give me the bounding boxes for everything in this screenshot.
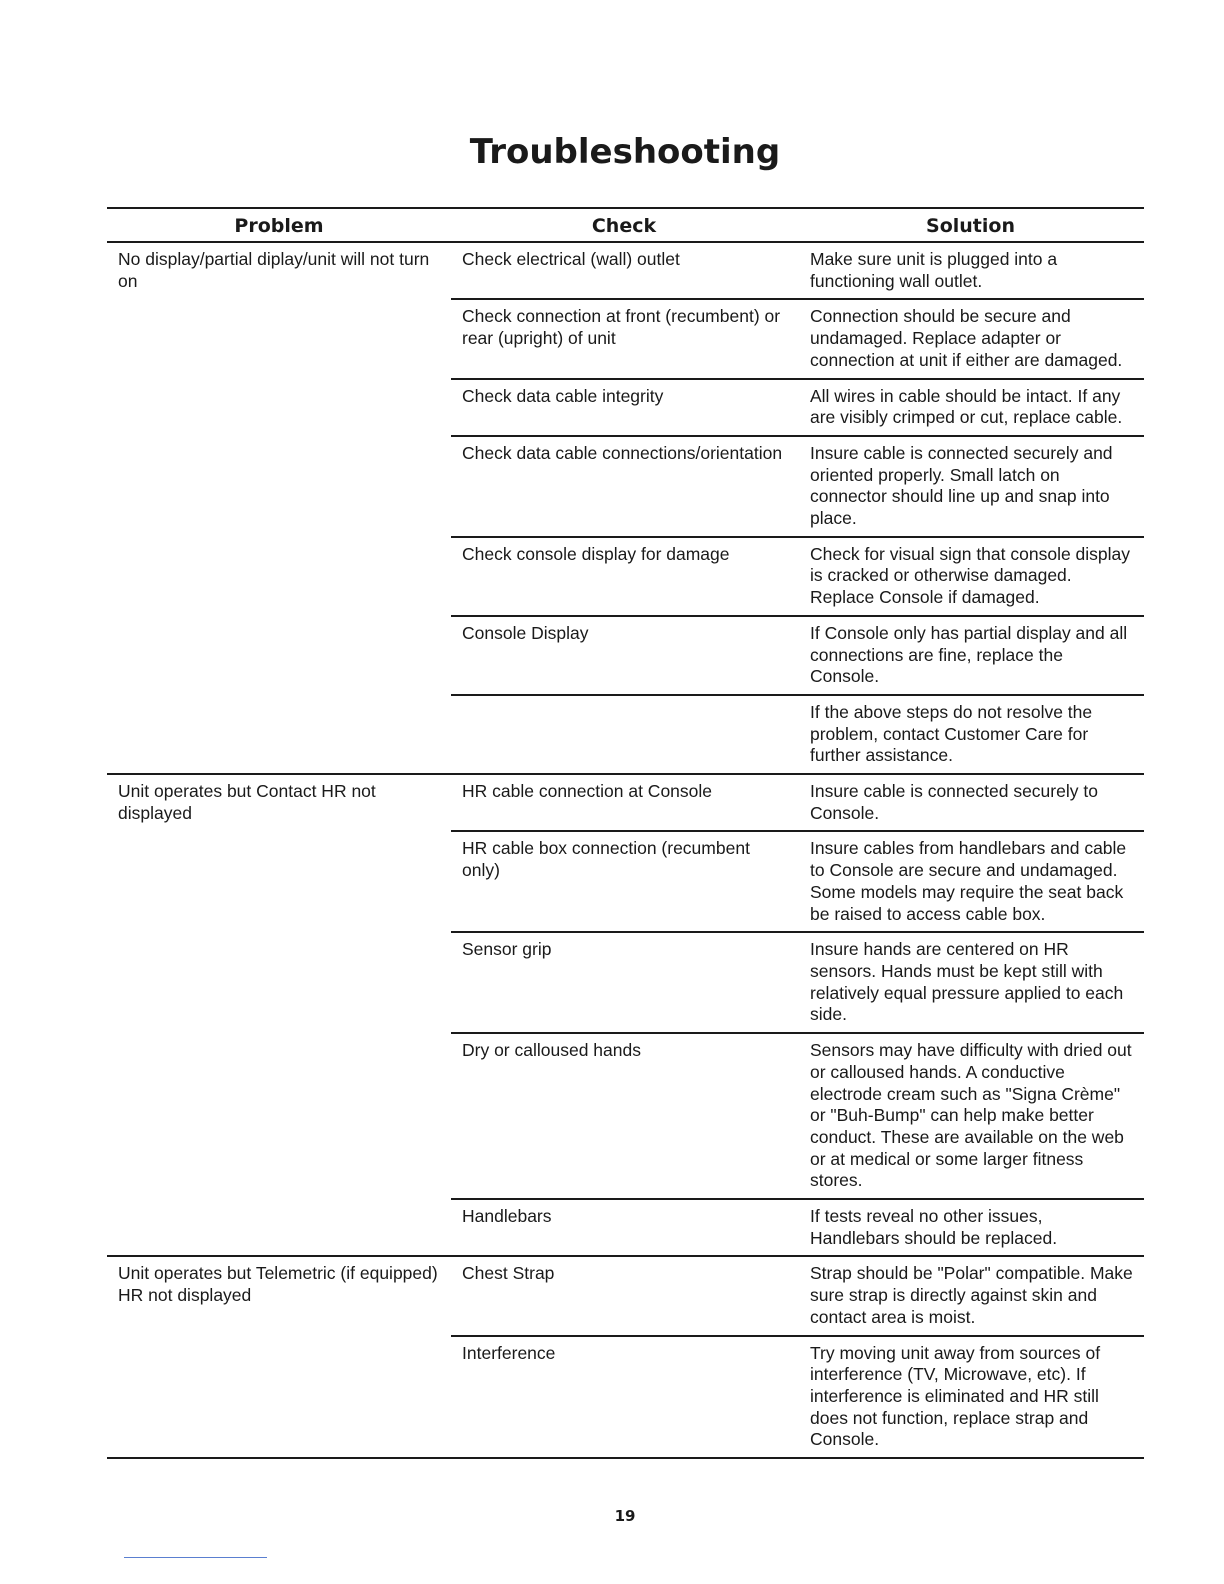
table-header-row: [107, 208, 1144, 242]
problem-cell: No display/partial diplay/unit will not turn on: [118, 249, 430, 291]
solution-cell: If Console only has partial display and all connections are fine, replace the Console.: [797, 616, 1144, 695]
check-cell: Check data cable connections/orientation: [451, 436, 797, 537]
check-cell: Console Display: [451, 616, 797, 695]
problem-cell: Unit operates but Contact HR not displayed: [107, 774, 451, 1256]
check-cell: Check data cable integrity: [451, 379, 797, 436]
header-solution: Solution: [797, 208, 1144, 242]
table-row: [107, 1256, 1144, 1335]
solution-cell: Try moving unit away from sources of interference (TV, Microwave, etc). If interference is eliminated and HR still does not function, replace strap and Console.: [797, 1336, 1144, 1459]
table-row: [107, 774, 1144, 831]
solution-cell: Check for visual sign that console display is cracked or otherwise damaged. Replace Console if damaged.: [797, 537, 1144, 616]
check-cell: HR cable box connection (recumbent only): [451, 831, 797, 932]
page-title: Troubleshooting: [469, 132, 781, 172]
solution-cell: Connection should be secure and undamaged. Replace adapter or connection at unit if either are damaged.: [797, 299, 1144, 378]
page-number: 19: [614, 1507, 636, 1525]
solution-cell: Make sure unit is plugged into a functioning wall outlet.: [810, 249, 1058, 291]
table-row: [107, 242, 1144, 299]
header-problem: Problem: [107, 208, 451, 242]
solution-cell: Insure cables from handlebars and cable to Console are secure and undamaged. Some models may require the seat back be raised to access cable box.: [797, 831, 1144, 932]
check-cell: Check electrical (wall) outlet: [462, 249, 680, 269]
solution-cell: All wires in cable should be intact. If any are visibly crimped or cut, replace cable.: [797, 379, 1144, 436]
solution-cell: If the above steps do not resolve the problem, contact Customer Care for further assistance.: [797, 695, 1144, 774]
check-cell: Handlebars: [451, 1199, 797, 1256]
check-cell: Sensor grip: [451, 932, 797, 1033]
check-cell: Interference: [451, 1336, 797, 1459]
check-cell: [451, 695, 797, 774]
check-cell: Dry or calloused hands: [451, 1033, 797, 1199]
solution-cell: Insure hands are centered on HR sensors. Hands must be kept still with relatively equal pressure applied to each side.: [797, 932, 1144, 1033]
check-cell: Chest Strap: [451, 1256, 797, 1335]
solution-cell: Insure cable is connected securely to Console.: [797, 774, 1144, 831]
solution-cell: If tests reveal no other issues, Handlebars should be replaced.: [797, 1199, 1144, 1256]
check-cell: HR cable connection at Console: [451, 774, 797, 831]
troubleshooting-table: [107, 207, 1144, 1459]
header-check: Check: [451, 208, 797, 242]
check-cell: Check console display for damage: [451, 537, 797, 616]
check-cell: Check connection at front (recumbent) or rear (upright) of unit: [451, 299, 797, 378]
footer-rule: [124, 1557, 267, 1558]
solution-cell: Sensors may have difficulty with dried out or calloused hands. A conductive electrode cream such as "Signa Crème" or "Buh-Bump" can help make better conduct. These are available on the web or at medical or some larger fitness stores.: [797, 1033, 1144, 1199]
solution-cell: Insure cable is connected securely and oriented properly. Small latch on connector should line up and snap into place.: [797, 436, 1144, 537]
solution-cell: Strap should be "Polar" compatible. Make sure strap is directly against skin and contact area is moist.: [797, 1256, 1144, 1335]
problem-cell: Unit operates but Telemetric (if equipped) HR not displayed: [107, 1256, 451, 1458]
